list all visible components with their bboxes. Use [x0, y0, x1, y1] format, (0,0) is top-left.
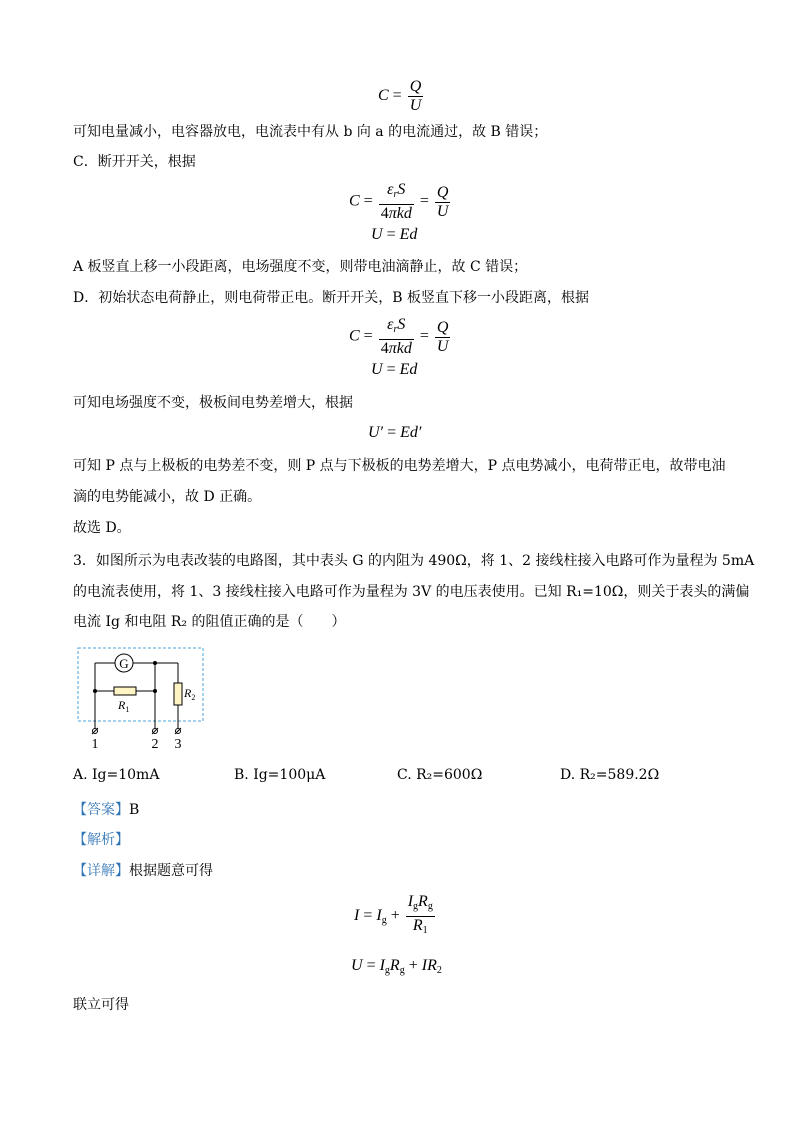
option-d[interactable]: D. R₂=589.2Ω	[560, 767, 660, 783]
resistor-r2-icon	[174, 683, 182, 705]
question-3-line-1: 3．如图所示为电表改装的电路图，其中表头 G 的内阻为 490Ω，将 1、2 接线柱接入电路可作为量程为 5mA	[73, 553, 755, 569]
analysis-tag: 【解析】	[73, 832, 129, 848]
resistor-r1-label: $R_1$	[118, 698, 130, 714]
circuit-diagram	[73, 645, 213, 750]
resistor-r2-label: $R_2$	[184, 686, 196, 702]
equation-capacitance-formula-2: C = $\frac{\varepsilon_rS}{\text{4πkd}}$ = $\frac{Q}{U}$	[349, 316, 449, 357]
paragraph-4-line-1: 可知 P 点与上极板的电势差不变，则 P 点与下极板的电势差增大，P 点电势减小，电荷带正电，故带电油	[73, 458, 726, 474]
resistor-r1-icon	[114, 687, 136, 695]
option-b[interactable]: B. Ig=100μA	[234, 767, 326, 783]
detail-tag: 【详解】	[73, 863, 129, 879]
galvanometer-label: G	[119, 656, 129, 671]
question-3-line-2: 的电流表使用，将 1、3 接线柱接入电路可作为量程为 3V 的电压表使用。已知 R₁=10Ω，则关于表头的满偏	[73, 584, 750, 600]
item-d-intro: D．初始状态电荷静止，则电荷带正电。断开开关，B 板竖直下移一小段距离，根据	[73, 290, 589, 306]
paragraph-3: 可知电场强度不变，极板间电势差增大，根据	[73, 395, 353, 411]
paragraph-4-line-2: 滴的电势能减小，故 D 正确。	[73, 489, 262, 505]
answer-value: B	[129, 802, 140, 818]
equation-capacitance-definition: C = $\frac{Q}{U}$	[378, 78, 422, 114]
terminal-2-label: 2	[151, 737, 159, 750]
answer-tag: 【答案】	[73, 802, 129, 818]
detail-line	[73, 861, 213, 881]
final-text: 联立可得	[73, 997, 129, 1013]
terminal-1-label: 1	[91, 737, 99, 750]
answer-line	[73, 800, 139, 820]
item-c-intro: C．断开开关，根据	[73, 154, 196, 170]
analysis-line	[73, 830, 129, 850]
option-a[interactable]: A. Ig=10mA	[73, 767, 160, 783]
equation-capacitance-formula-1: C = $\frac{\varepsilon_rS}{\text{4πkd}}$ = $\frac{Q}{U}$	[349, 181, 449, 222]
terminal-3-label: 3	[174, 737, 182, 750]
detail-text: 根据题意可得	[129, 863, 213, 879]
equation-current: $I = I_g$ + $\frac{I_gR_g}{R_1}$	[354, 893, 433, 936]
paragraph-1: 可知电量减小，电容器放电，电流表中有从 b 向 a 的电流通过，故 B 错误；	[73, 124, 548, 140]
option-c[interactable]: C. R₂=600Ω	[397, 767, 483, 783]
equation-u-prime: U′ = Ed′	[368, 424, 422, 441]
choice-statement: 故选 D。	[73, 520, 131, 536]
equation-u-ed-2: U = Ed	[371, 361, 418, 378]
equation-u-ed-1: U = Ed	[371, 226, 418, 243]
paragraph-2: A 板竖直上移一小段距离，电场强度不变，则带电油滴静止，故 C 错误；	[73, 259, 528, 275]
equation-voltage: $U = I_gR_g + IR_2$	[351, 957, 442, 976]
question-3-line-3: 电流 Ig 和电阻 R₂ 的阻值正确的是（ ）	[73, 614, 346, 630]
